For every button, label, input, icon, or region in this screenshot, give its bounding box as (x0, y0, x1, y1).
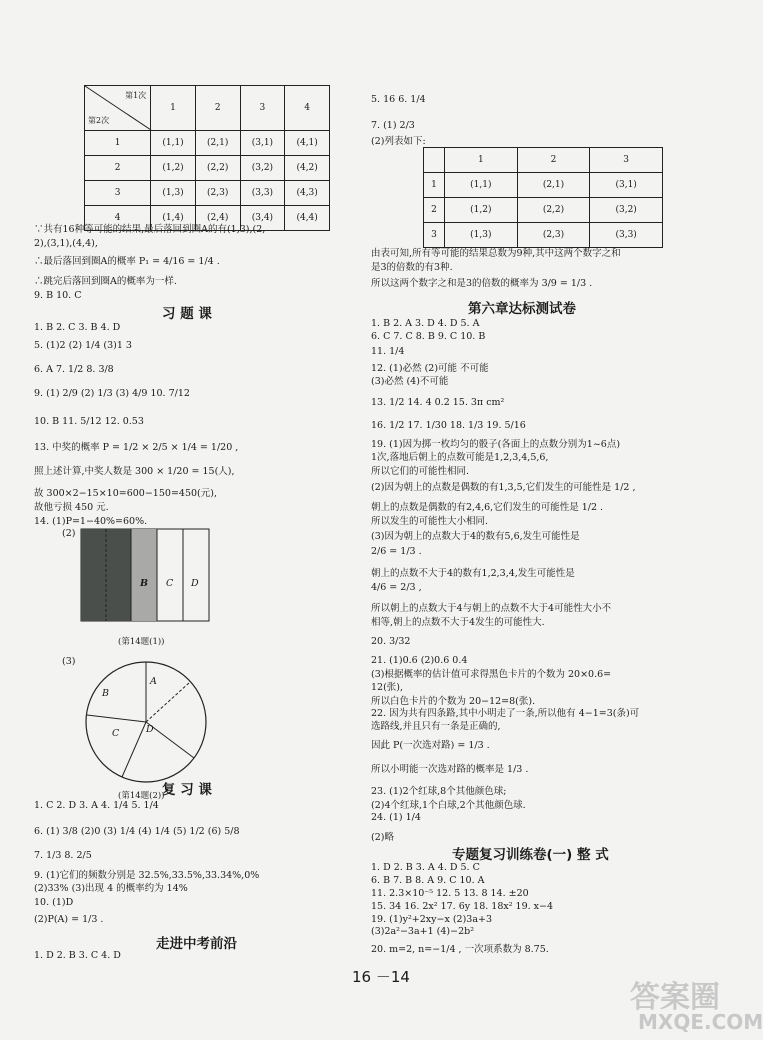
table-row (424, 198, 663, 223)
answer-line: 15. 34 16. 2x² 17. 6y 18. 18x² 19. x−4 (371, 901, 554, 912)
table-cell: 1 (85, 131, 151, 156)
answer-line: 6. C 7. C 8. B 9. C 10. B (371, 331, 486, 342)
answer-line: 是3的倍数的有3种. (371, 262, 453, 273)
region-label: D (191, 578, 199, 589)
answer-line: 21. (1)0.6 (2)0.6 0.4 (371, 655, 468, 666)
watermark-logo: 答案圈 (630, 980, 720, 1015)
answer-line: 照上述计算,中奖人数是 300 × 1/20 = 15(人), (34, 466, 235, 477)
section-heading-fuxi: 复 习 课 (162, 782, 212, 798)
section-heading-zhongkao: 走进中考前沿 (156, 936, 237, 952)
region-label: B (102, 688, 109, 699)
corner-bottom-label: 第2次 (88, 116, 110, 125)
answer-line: 所以发生的可能性大小相同. (371, 516, 489, 527)
table-cell: (2,4) (195, 206, 240, 231)
answer-line: 6. B 7. B 8. A 9. C 10. A (371, 875, 485, 886)
answer-line: 22. 因为共有四条路,其中小明走了一条,所以他有 4−1=3(条)可 (371, 708, 640, 719)
answer-line: 9. (1)它们的频数分别是 32.5%,33.5%,33.34%,0% (34, 870, 260, 881)
table-cell: (3,2) (590, 198, 663, 223)
answer-line: 23. (1)2个红球,8个其他颜色球; (371, 786, 507, 797)
table-cell: (1,2) (445, 198, 518, 223)
answer-line: (2)33% (3)出现 4 的概率约为 14% (34, 883, 188, 894)
table-header: 3 (590, 148, 663, 173)
table-cell: 2 (424, 198, 445, 223)
answer-line: 20. m=2, n=−1/4 , 一次项系数为 8.75. (371, 944, 549, 955)
outcome-table-2 (423, 147, 663, 248)
region-label: C (166, 578, 174, 589)
answer-line: (3)因为朝上的点数大于4的数有5,6,发生可能性是 (371, 531, 580, 542)
answer-line: 13. 中奖的概率 P = 1/2 × 2/5 × 1/4 = 1/20 , (34, 442, 239, 453)
answer-line: 所以小明能一次选对路的概率是 1/3 . (371, 764, 529, 775)
answer-line: 13. 1/2 14. 4 0.2 15. 3π cm² (371, 397, 505, 408)
answer-line: 6. A 7. 1/2 8. 3/8 (34, 364, 114, 375)
answer-line: 1. B 2. C 3. B 4. D (34, 322, 121, 333)
answer-line: 5. 16 6. 1/4 (371, 94, 426, 105)
answer-line: 10. B 11. 5/12 12. 0.53 (34, 416, 144, 427)
answer-line: (3)2a²−3a+1 (4)−2b² (371, 926, 475, 937)
answer-line: 相等,朝上的点数不大于4发生的可能性大. (371, 617, 545, 628)
table-header: 1 (151, 86, 196, 131)
answer-line: ∴跳完后落回到圈A的概率为一样. (34, 276, 177, 287)
answer-line: 4/6 = 2/3 , (371, 582, 422, 593)
table-cell: (3,3) (240, 181, 285, 206)
answer-line: 14. (1)P=1−40%=60%. (34, 516, 148, 527)
table-row (424, 173, 663, 198)
table-corner-cell (424, 148, 445, 173)
table-cell: (1,4) (151, 206, 196, 231)
table-row (85, 181, 330, 206)
table-cell: (1,3) (445, 223, 518, 248)
answer-line: (3)必然 (4)不可能 (371, 376, 449, 387)
table-cell: (3,4) (240, 206, 285, 231)
answer-line: 9. B 10. C (34, 290, 82, 301)
answer-line: 11. 2.3×10⁻⁵ 12. 5 13. 8 14. ±20 (371, 888, 529, 899)
answer-line: 10. (1)D (34, 897, 74, 908)
table-cell: (4,1) (285, 131, 330, 156)
region-label: B (140, 578, 149, 589)
table-cell: (3,1) (240, 131, 285, 156)
figure-caption: (第14题(2)) (118, 791, 165, 801)
table-cell: (2,2) (195, 156, 240, 181)
answer-line: 所以它们的可能性相同. (371, 466, 470, 477)
table-row (85, 131, 330, 156)
answer-line: (2)因为朝上的点数是偶数的有1,3,5,它们发生的可能性是 1/2 , (371, 482, 636, 493)
table-cell: (2,3) (517, 223, 590, 248)
answer-line: (2)列表如下: (371, 136, 426, 147)
table-cell: (2,1) (195, 131, 240, 156)
answer-line: 朝上的点数是偶数的有2,4,6,它们发生的可能性是 1/2 . (371, 502, 604, 513)
answer-line: ∴最后落回到圈A的概率 P₁ = 4/16 = 1/4 . (34, 256, 220, 267)
answer-line: 所以白色卡片的个数为 20−12=8(张). (371, 696, 536, 707)
answer-line: 7. (1) 2/3 (371, 120, 415, 131)
answer-line: 7. 1/3 8. 2/5 (34, 850, 92, 861)
answer-line: 因此 P(一次选对路) = 1/3 . (371, 740, 490, 751)
answer-line: 19. (1)y²+2xy−x (2)3a+3 (371, 914, 492, 925)
answer-line: 所以这两个数字之和是3的倍数的概率为 3/9 = 1/3 . (371, 278, 593, 289)
watermark-url: MXQE.COM (638, 1010, 763, 1034)
answer-line: 故他亏损 450 元. (34, 502, 109, 513)
table-row (424, 223, 663, 248)
answer-line: ∵共有16种等可能的结果,最后落回到圈A的有(1,3),(2, (34, 224, 266, 235)
table-cell: (4,2) (285, 156, 330, 181)
answer-line: 11. 1/4 (371, 346, 405, 357)
outcome-table-1 (84, 85, 330, 231)
table-cell: (4,4) (285, 206, 330, 231)
table-cell: (3,3) (590, 223, 663, 248)
answer-line: 选路线,并且只有一条是正确的, (371, 721, 501, 732)
table-cell: (3,1) (590, 173, 663, 198)
answer-line: (2)4个红球,1个白球,2个其他颜色球. (371, 800, 526, 811)
table-row (85, 156, 330, 181)
answer-line: 1次,落地后朝上的点数可能是1,2,3,4,5,6, (371, 452, 549, 463)
region-label: D (146, 724, 154, 735)
figure-caption: (第14题(1)) (118, 637, 165, 647)
table-header: 2 (195, 86, 240, 131)
answer-line: 19. (1)因为掷一枚均匀的骰子(各面上的点数分别为1~6点) (371, 439, 621, 450)
answer-line: 6. (1) 3/8 (2)0 (3) 1/4 (4) 1/4 (5) 1/2 (6) 5/8 (34, 826, 240, 837)
figure-label: (2) (62, 528, 76, 539)
answer-line: 所以朝上的点数大于4与朝上的点数不大于4可能性大小不 (371, 603, 612, 614)
table-cell: (2,3) (195, 181, 240, 206)
answer-line: (2)P(A) = 1/3 . (34, 914, 104, 925)
table-cell: 2 (85, 156, 151, 181)
answer-line: 由表可知,所有等可能的结果总数为9种,其中这两个数字之和 (371, 248, 621, 259)
answer-line: 1. B 2. A 3. D 4. D 5. A (371, 318, 480, 329)
answer-line: 2),(3,1),(4,4), (34, 238, 98, 249)
table-header: 3 (240, 86, 285, 131)
answer-line: 9. (1) 2/9 (2) 1/3 (3) 4/9 10. 7/12 (34, 388, 190, 399)
answer-line: 2/6 = 1/3 . (371, 546, 422, 557)
answer-line: 16. 1/2 17. 1/30 18. 1/3 19. 5/16 (371, 420, 526, 431)
table-cell: (1,3) (151, 181, 196, 206)
answer-line: 1. D 2. B 3. C 4. D (34, 950, 121, 961)
table-cell: (2,1) (517, 173, 590, 198)
figure-14-1-strips (80, 528, 210, 622)
answer-line: 5. (1)2 (2) 1/4 (3)1 3 (34, 340, 132, 351)
section-heading-xiti: 习 题 课 (162, 306, 212, 322)
answer-line: (3)根据概率的估计值可求得黑色卡片的个数为 20×0.6= (371, 669, 612, 680)
answer-line: (2)略 (371, 832, 394, 843)
corner-top-label: 第1次 (125, 91, 147, 100)
table-cell: 4 (85, 206, 151, 231)
table-header: 2 (517, 148, 590, 173)
table-cell: 1 (424, 173, 445, 198)
table-corner-cell (85, 86, 151, 131)
answer-line: 20. 3/32 (371, 636, 411, 647)
table-cell: (4,3) (285, 181, 330, 206)
table-header: 1 (445, 148, 518, 173)
table-cell: (1,1) (151, 131, 196, 156)
region-label: C (112, 728, 120, 739)
answer-line: 24. (1) 1/4 (371, 812, 421, 823)
table-cell: (2,2) (517, 198, 590, 223)
section-heading-ch6: 第六章达标测试卷 (468, 301, 576, 317)
section-heading-zhuanti: 专题复习训练卷(一) 整 式 (452, 847, 609, 863)
answer-line: 12(张), (371, 682, 404, 693)
answer-line: 故 300×2−15×10=600−150=450(元), (34, 488, 217, 499)
answer-line: 12. (1)必然 (2)可能 不可能 (371, 363, 489, 374)
table-cell: 3 (424, 223, 445, 248)
table-cell: (3,2) (240, 156, 285, 181)
table-header: 4 (285, 86, 330, 131)
answer-line: 1. D 2. B 3. A 4. D 5. C (371, 862, 480, 873)
table-cell: 3 (85, 181, 151, 206)
region-label: A (150, 676, 157, 687)
answer-line: 朝上的点数不大于4的数有1,2,3,4,发生可能性是 (371, 568, 575, 579)
table-cell: (1,1) (445, 173, 518, 198)
page-number: 16 －14 (352, 968, 410, 986)
table-cell: (1,2) (151, 156, 196, 181)
answer-line: 1. C 2. D 3. A 4. 1/4 5. 1/4 (34, 800, 159, 811)
figure-label: (3) (62, 656, 76, 667)
figure-14-2-pie (84, 660, 208, 784)
